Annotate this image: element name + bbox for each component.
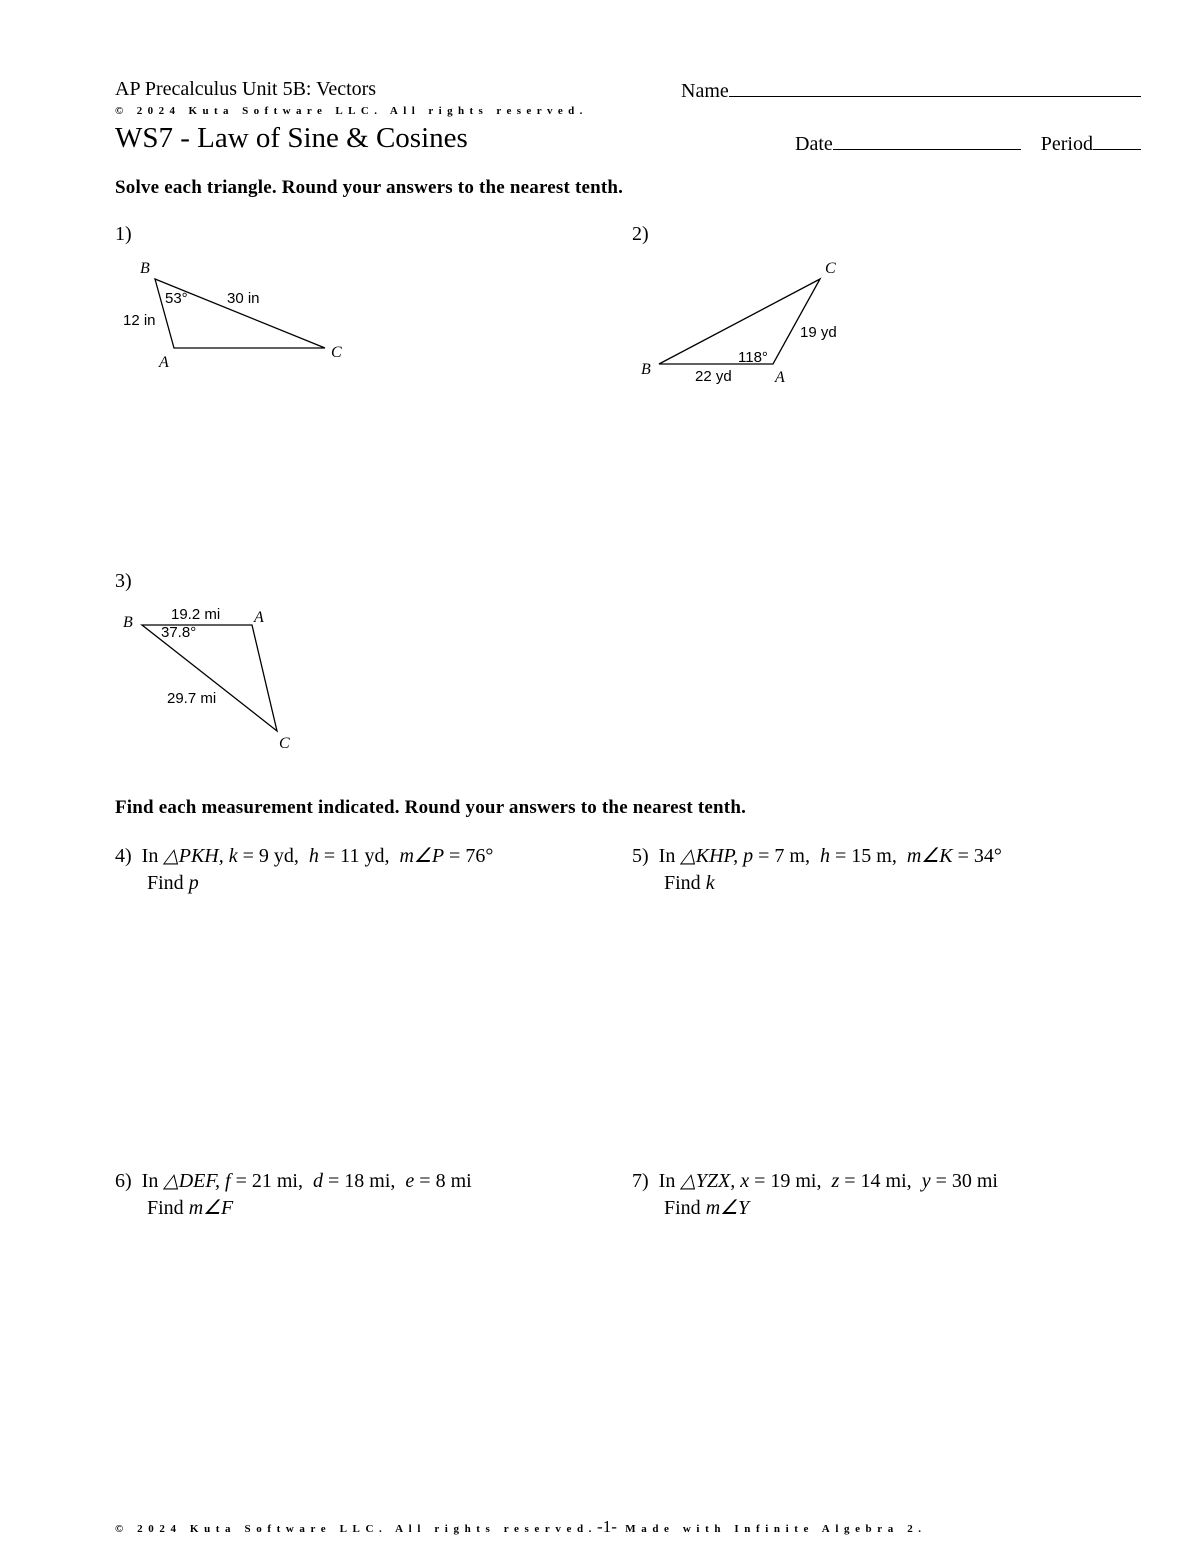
triangle-2-vertex-b: B	[641, 361, 651, 378]
triangle-2	[641, 260, 837, 386]
problem-5-triangle: △KHP,	[680, 845, 739, 867]
name-label: Name	[681, 80, 729, 102]
problem-5-given-2-var: h	[820, 845, 830, 867]
problem-6-in: In	[141, 1170, 159, 1192]
triangle-2-side-ab-label: 22 yd	[695, 368, 732, 385]
problem-6-given-3: = 8 mi	[414, 1170, 472, 1192]
copyright-notice: © 2024 Kuta Software LLC. All rights reserved.	[115, 105, 588, 117]
problem-7-number: 7)	[632, 1170, 649, 1192]
problem-2-number: 2)	[632, 223, 649, 245]
problem-5-given-3-var: m∠K	[906, 845, 953, 867]
problem-4-triangle: △PKH,	[163, 845, 224, 867]
problem-6-find-label: Find	[147, 1197, 184, 1219]
problem-4-given-1-var: k	[228, 845, 238, 867]
date-label: Date	[795, 133, 833, 155]
problem-6	[115, 1168, 472, 1222]
footer-made-with: Made with Infinite Algebra 2.	[625, 1523, 927, 1535]
triangle-1-vertex-c: C	[331, 344, 342, 361]
triangle-1-vertex-b: B	[140, 260, 150, 277]
problem-4-given-3: = 76°	[444, 845, 494, 867]
problem-4-given-2-var: h	[308, 845, 319, 867]
problem-7-find-target: m∠Y	[705, 1197, 750, 1219]
problem-7-given-1-var: x	[740, 1170, 750, 1192]
problem-3-number: 3)	[115, 570, 132, 592]
section1-instructions: Solve each triangle. Round your answers to the nearest tenth.	[115, 177, 624, 198]
page-number: -1-	[597, 1517, 617, 1536]
triangle-3-angle-b-label: 37.8°	[161, 624, 197, 641]
problem-7-given-2: = 14 mi,	[839, 1170, 912, 1192]
problem-7-given-3: = 30 mi	[930, 1170, 998, 1192]
problem-1-number: 1)	[115, 223, 132, 245]
problem-5-find-label: Find	[664, 872, 701, 894]
triangle-3-vertex-b: B	[123, 614, 133, 631]
problem-7-given-3-var: y	[921, 1170, 931, 1192]
course-title: AP Precalculus Unit 5B: Vectors	[115, 78, 377, 100]
page-footer	[115, 1517, 927, 1537]
problem-4-find-label: Find	[147, 872, 184, 894]
problem-6-given-2: = 18 mi,	[323, 1170, 396, 1192]
problem-6-find-target: m∠F	[188, 1197, 234, 1219]
triangle-3-vertex-a: A	[254, 609, 264, 626]
problem-5-in: In	[658, 845, 676, 867]
triangle-1-side-bc-label: 30 in	[227, 290, 260, 307]
problem-6-number: 6)	[115, 1170, 132, 1192]
problem-6-given-1: = 21 mi,	[230, 1170, 303, 1192]
problem-4-in: In	[141, 845, 159, 867]
problem-4-find-target: p	[188, 872, 199, 894]
problem-7-given-1: = 19 mi,	[749, 1170, 822, 1192]
problem-4-given-2: = 11 yd,	[318, 845, 390, 867]
problem-5-given-1: = 7 m,	[753, 845, 810, 867]
triangle-2-vertex-c: C	[825, 260, 836, 277]
triangle-2-angle-a-label: 118°	[738, 349, 768, 366]
problem-4-given-3-var: m∠P	[399, 845, 445, 867]
footer-copyright: © 2024 Kuta Software LLC. All rights reserved.	[115, 1523, 598, 1535]
problem-4-number: 4)	[115, 845, 132, 867]
triangle-1-side-ab-label: 12 in	[123, 312, 156, 329]
problem-7-find-label: Find	[664, 1197, 701, 1219]
triangle-3-side-ab-label: 19.2 mi	[171, 606, 221, 623]
problem-6-given-1-var: f	[225, 1170, 231, 1192]
worksheet-title: WS7 - Law of Sine & Cosines	[115, 122, 468, 154]
problem-6-given-2-var: d	[313, 1170, 323, 1192]
problem-5-given-2: = 15 m,	[830, 845, 897, 867]
problem-7-given-2-var: z	[831, 1170, 840, 1192]
triangle-3	[123, 606, 290, 752]
triangle-1-angle-b-label: 53°	[165, 290, 188, 307]
problem-5-given-1-var: p	[743, 845, 754, 867]
problem-4-given-1: = 9 yd,	[237, 845, 299, 867]
problem-5-given-3: = 34°	[952, 845, 1002, 867]
problem-7	[632, 1168, 998, 1222]
problem-4	[115, 843, 493, 897]
problem-6-triangle: △DEF,	[163, 1170, 221, 1192]
triangle-2-side-ac-label: 19 yd	[800, 324, 837, 341]
triangle-2-vertex-a: A	[775, 369, 785, 386]
triangle-1-vertex-a: A	[159, 354, 169, 371]
triangle-3-vertex-c: C	[279, 735, 290, 752]
problem-5-number: 5)	[632, 845, 649, 867]
problem-7-in: In	[658, 1170, 676, 1192]
period-label: Period	[1040, 133, 1093, 155]
problem-7-triangle: △YZX,	[680, 1170, 736, 1192]
problem-6-given-3-var: e	[405, 1170, 415, 1192]
section2-instructions: Find each measurement indicated. Round your answers to the nearest tenth.	[115, 797, 747, 818]
triangle-1	[123, 260, 342, 371]
problem-5-find-target: k	[705, 872, 715, 894]
problem-5	[632, 843, 1002, 897]
triangle-3-side-bc-label: 29.7 mi	[167, 690, 217, 707]
